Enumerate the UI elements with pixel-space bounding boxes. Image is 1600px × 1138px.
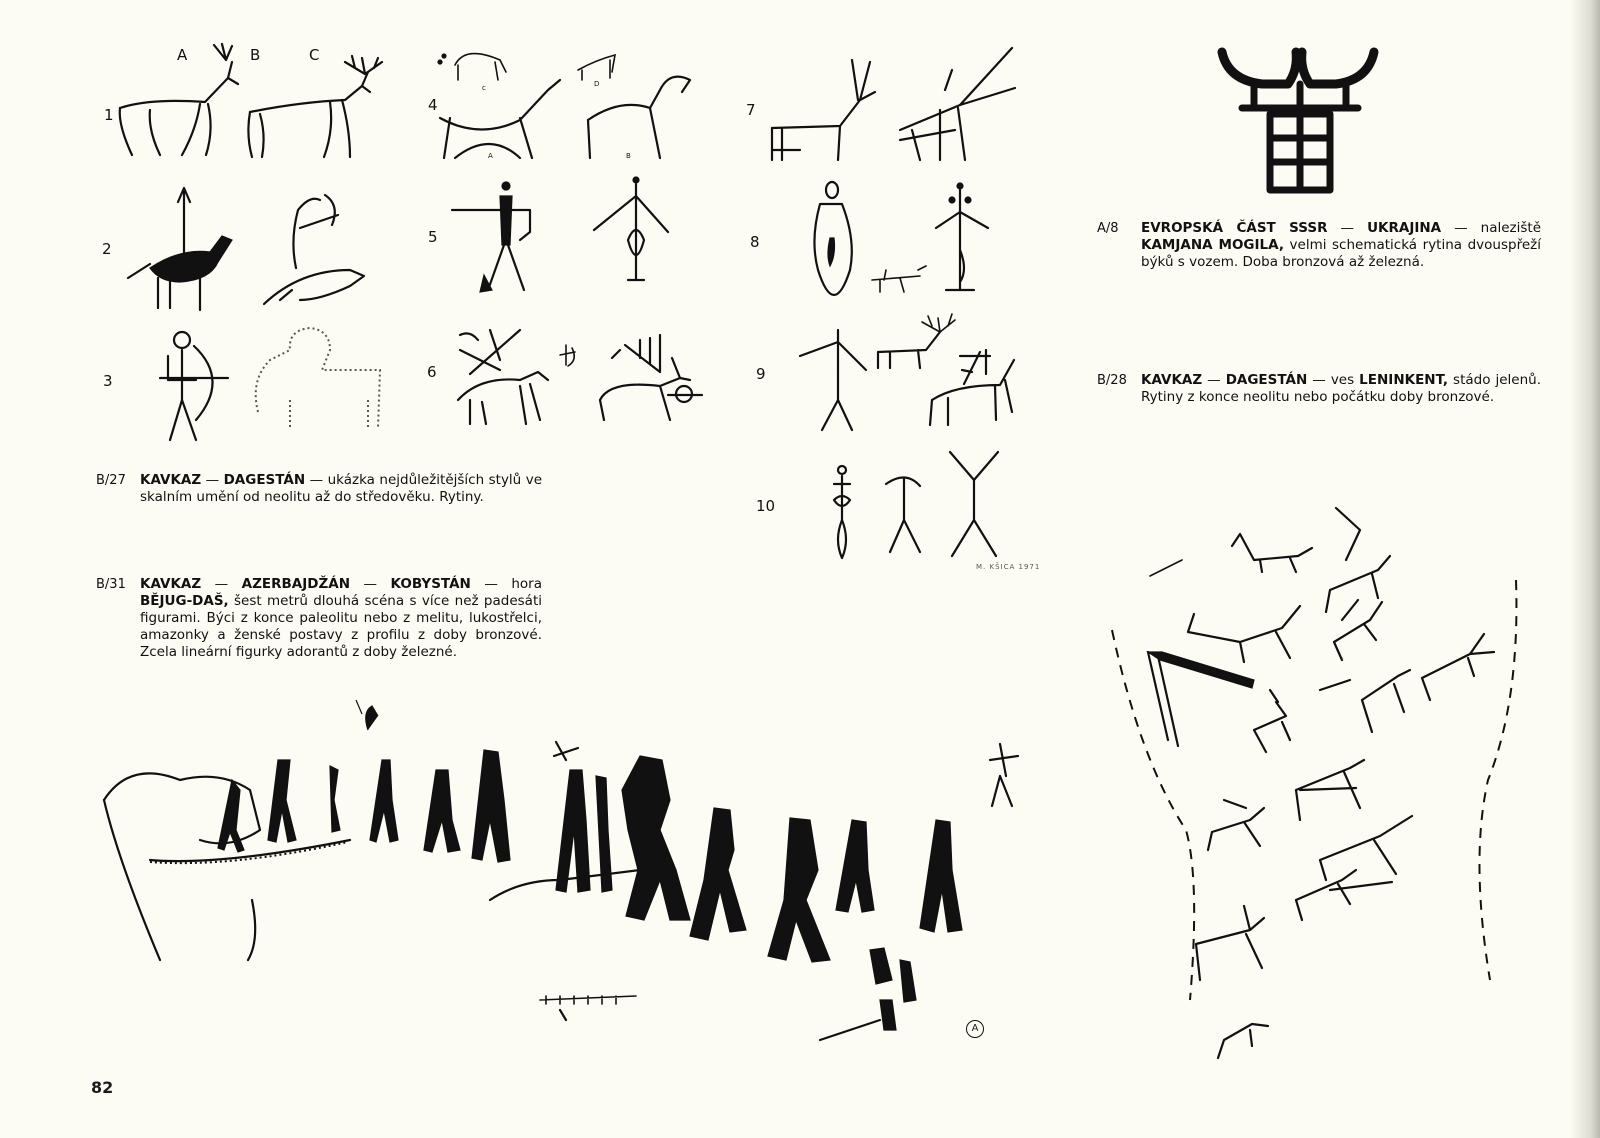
- book-gutter-shadow: [1570, 0, 1600, 1138]
- archer-rider-figure: [264, 195, 364, 304]
- row-number-6: 6: [427, 363, 437, 381]
- figure-10b: [886, 477, 920, 552]
- row-number-10: 10: [756, 497, 776, 515]
- page-number: 82: [91, 1078, 114, 1097]
- archer-figure-5a: [452, 182, 530, 292]
- caption-heading: KAVKAZ: [140, 576, 202, 592]
- caption-tag: B/28: [1097, 373, 1127, 388]
- row-number-2: 2: [102, 240, 112, 258]
- horse-rider-figure: [128, 188, 232, 310]
- row-number-9: 9: [756, 365, 766, 383]
- caption-b28: [1097, 372, 1541, 406]
- kobystan-scene: [104, 700, 1018, 1040]
- caption-heading: EVROPSKÁ ČÁST SSSR: [1141, 220, 1328, 236]
- caption-tag: B/27: [96, 473, 126, 488]
- caption-a8: [1097, 220, 1541, 271]
- caption-b31: [96, 576, 542, 661]
- sublabel-a: A: [488, 152, 493, 160]
- caption-tag: A/8: [1097, 221, 1119, 236]
- sublabel-c: c: [482, 84, 486, 92]
- figure-10a: [834, 466, 850, 558]
- caption-text: velmi schematická rytina dvouspřeží býků s vozem. Doba bronzová až železná.: [1141, 237, 1541, 270]
- small-animal-figure-8: [872, 266, 926, 292]
- bulls-cart-glyph: [1222, 52, 1374, 190]
- animal-figure-7a: [772, 60, 875, 160]
- deer-herd-engraving: [1112, 508, 1516, 1058]
- animal-figure-7b: [900, 48, 1015, 160]
- stick-figure-9a: [800, 330, 866, 430]
- caption-heading: DAGESTÁN: [1225, 372, 1308, 388]
- scene-marker: A: [966, 1020, 984, 1038]
- female-figure-8a: [814, 182, 851, 295]
- caption-text: — ukázka nejdůležitějších stylů ve skalním umění od neolitu až do středověku. Rytiny.: [140, 472, 542, 505]
- sublabel-d: D: [594, 80, 600, 88]
- row-number-8: 8: [750, 233, 760, 251]
- caption-heading: KAMJANA MOGILA,: [1141, 237, 1284, 253]
- caption-dash: —: [1202, 372, 1226, 388]
- small-animal-9b: [878, 314, 955, 368]
- row-number-5: 5: [428, 228, 438, 246]
- plate-letter-a: A: [177, 46, 188, 64]
- caption-heading: LENINKENT,: [1359, 372, 1449, 388]
- caption-text: — naleziště: [1441, 220, 1541, 236]
- caption-heading: DAGESTÁN: [223, 472, 306, 488]
- rider-figure-9c: [930, 350, 1014, 425]
- stag-figure-6b: [600, 335, 702, 420]
- caption-heading: KAVKAZ: [1141, 372, 1203, 388]
- caption-heading: UKRAJINA: [1367, 220, 1442, 236]
- row-number-1: 1: [104, 106, 114, 124]
- artist-signature: M. KŠICA 1971: [976, 563, 1041, 571]
- caption-text: šest metrů dlouhá scéna s více než padesáti figurami. Býci z konce paleolitu nebo z melitu, lukostřelci, amazonky a ženské postavy z profilu z doby bronzové. Zcela lineární figurky adorantů z doby železné.: [140, 593, 542, 660]
- rider-figure-6a: [458, 330, 575, 424]
- caption-dash: —: [201, 472, 224, 488]
- caption-b27: [96, 472, 542, 506]
- caption-heading: KOBYSTÁN: [390, 576, 471, 592]
- stag-figure-b: [248, 56, 382, 157]
- ibex-figure-4b: [578, 55, 690, 158]
- caption-dash: —: [1327, 220, 1368, 236]
- row-number-7: 7: [746, 101, 756, 119]
- dotted-bull-figure: [256, 328, 380, 430]
- archer-figure-3a: [160, 332, 228, 440]
- caption-tag: B/31: [96, 577, 126, 592]
- caption-text: stádo jelenů. Rytiny z konce neolitu nebo počátku doby bronzové.: [1141, 372, 1541, 405]
- row-number-3: 3: [103, 372, 113, 390]
- caption-text: — hora: [470, 576, 542, 592]
- human-figure-8b: [936, 183, 988, 290]
- plate-letter-b: B: [250, 46, 261, 64]
- caption-dash: —: [350, 576, 391, 592]
- caption-heading: KAVKAZ: [140, 472, 202, 488]
- caption-heading: AZERBAJDŽÁN: [241, 576, 351, 592]
- animal-figure-4a: [438, 54, 560, 158]
- caption-text: — ves: [1307, 372, 1360, 388]
- caption-dash: —: [201, 576, 242, 592]
- plate-letter-c: C: [309, 46, 320, 64]
- sublabel-b: B: [626, 152, 631, 160]
- row-number-4: 4: [428, 96, 438, 114]
- figure-10c: [950, 452, 998, 556]
- caption-heading: BĚJUG-DAŠ,: [140, 593, 229, 609]
- human-figure-5b: [594, 177, 668, 280]
